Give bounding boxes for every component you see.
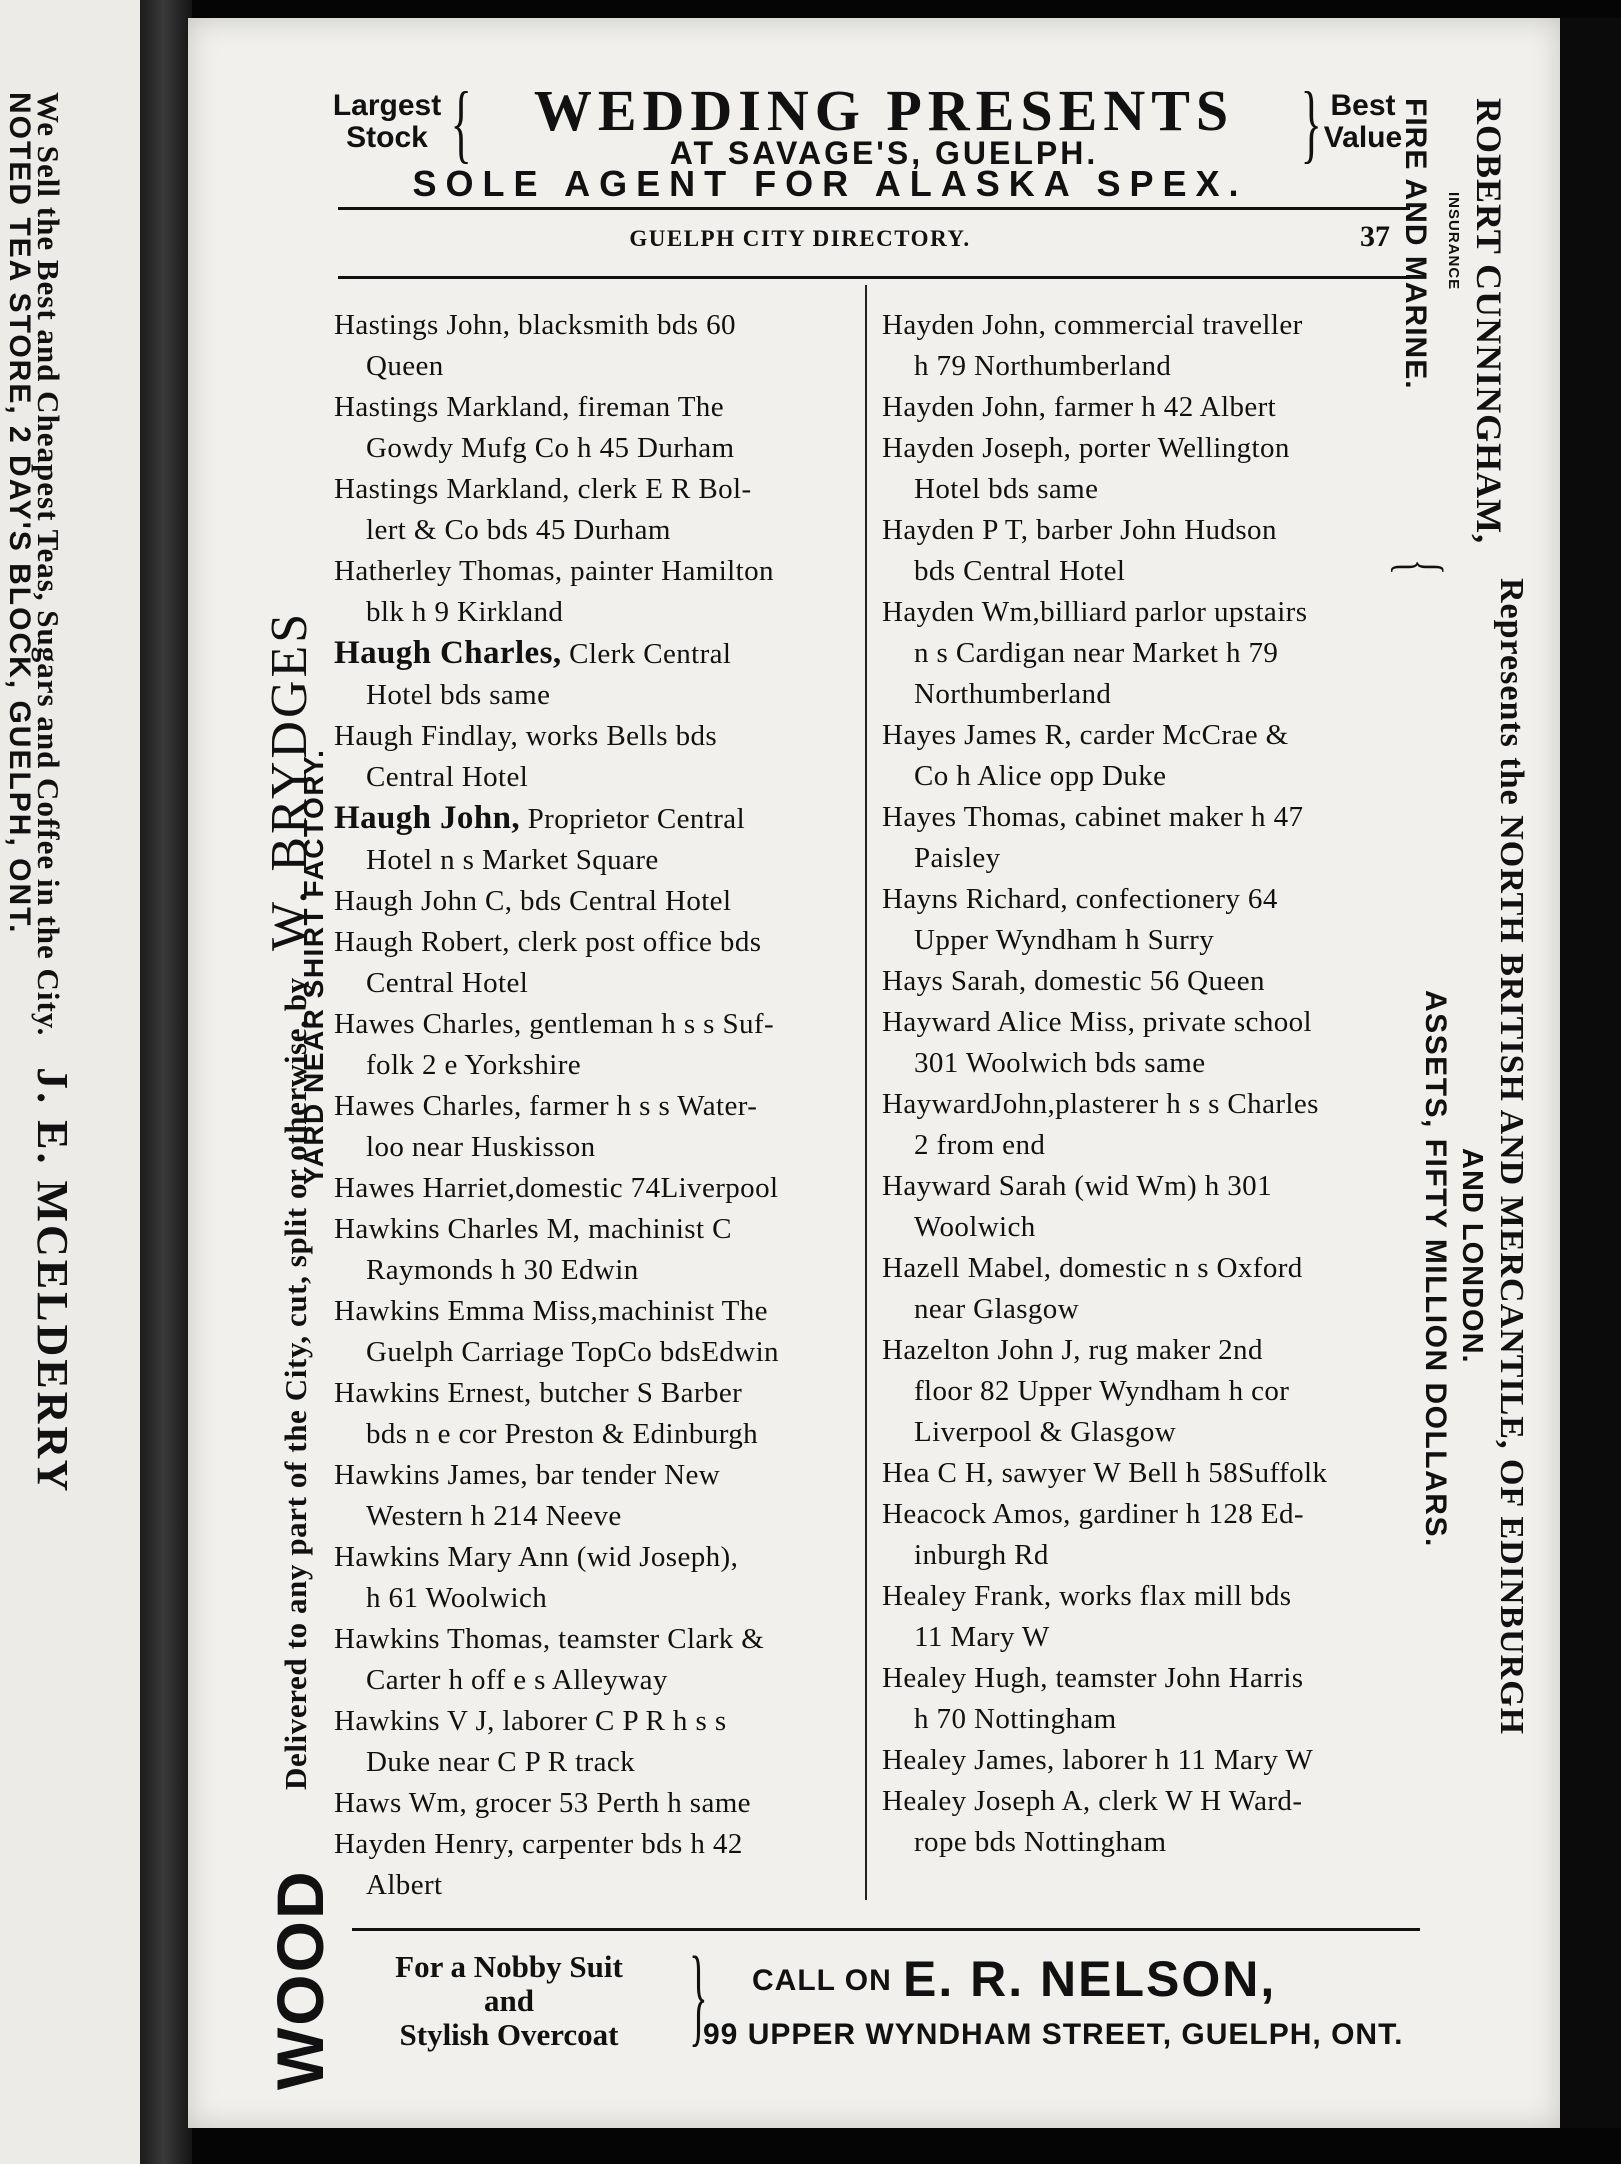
right-ad-london xyxy=(1455,1148,1488,1364)
entry-line1: Hawkins Thomas, teamster Clark & xyxy=(334,1623,765,1655)
entry-line1: Hayes James R, carder McCrae & xyxy=(882,719,1289,751)
right-ad-assets-text: ASSETS, FIFTY MILLION DOLLARS. xyxy=(1419,990,1452,1548)
entry-line2: 11 Mary W xyxy=(914,1621,1050,1653)
entry-line1: Hastings Markland, fireman The xyxy=(334,391,724,423)
right-ad-insurance xyxy=(1445,192,1462,290)
entry-line1: Hawkins Emma Miss,machinist The xyxy=(334,1295,768,1327)
bottom-ad-left1: For a Nobby Suit xyxy=(395,1949,623,1984)
wood-ad-sub-text: YARD NEAR SHIRT FACTORY. xyxy=(298,748,329,1185)
left-strip-text1: We Sell the Best and Cheapest Teas, Sugars and Coffee in the City. xyxy=(31,92,66,1037)
entry-line1: Hayes Thomas, cabinet maker h 47 xyxy=(882,801,1304,833)
directory-entry xyxy=(334,1168,869,1209)
left-strip-ad-line2 xyxy=(2,92,36,934)
bottom-ad-address: 99 UPPER WYNDHAM STREET, GUELPH, ONT. xyxy=(703,2018,1404,2051)
right-ad-london-text: AND LONDON. xyxy=(1456,1148,1488,1364)
top-ad-left-brace: { xyxy=(450,75,472,172)
top-ad-subtitle: AT SAVAGE'S, GUELPH. xyxy=(669,135,1099,171)
directory-entry xyxy=(882,1412,1422,1453)
entry-line2: Queen xyxy=(366,350,444,382)
entry-bold-name: Haugh John, xyxy=(334,800,520,836)
directory-entry xyxy=(334,1619,869,1701)
entry-line1: Hea C H, sawyer W Bell h 58Suffolk xyxy=(882,1457,1328,1489)
entry-line2: inburgh Rd xyxy=(914,1539,1049,1571)
entry-line2: n s Cardigan near Market h 79 xyxy=(914,637,1279,669)
top-ad-tagline: SOLE AGENT FOR ALASKA SPEX. xyxy=(412,163,1248,204)
directory-entry xyxy=(882,1084,1422,1166)
top-ad-right-bottom: Value xyxy=(1323,121,1403,154)
entry-line2: Hotel n s Market Square xyxy=(366,844,659,876)
directory-entry xyxy=(882,387,1422,428)
entry-line1: Clerk Central xyxy=(561,638,732,670)
wood-brand xyxy=(262,1869,338,2090)
directory-entry xyxy=(882,1576,1422,1658)
entry-line1: Hastings Markland, clerk E R Bol- xyxy=(334,473,752,505)
directory-entry xyxy=(882,797,1422,879)
entry-line2: bds Central Hotel xyxy=(914,555,1126,587)
entry-line1: Haws Wm, grocer 53 Perth h same xyxy=(334,1787,751,1819)
directory-entry xyxy=(882,592,1422,674)
entry-line1: Hayden Joseph, porter Wellington xyxy=(882,432,1290,464)
directory-entry xyxy=(334,1086,869,1168)
entry-line2: Raymonds h 30 Edwin xyxy=(366,1254,639,1286)
header-rule-bottom xyxy=(338,276,1410,279)
entry-line1: Healey Hugh, teamster John Harris xyxy=(882,1662,1304,1694)
directory-entry xyxy=(334,1455,869,1537)
entry-line1: Hayden P T, barber John Hudson xyxy=(882,514,1277,546)
entry-line2: rope bds Nottingham xyxy=(914,1826,1167,1858)
right-ad-fire-text: FIRE AND MARINE. xyxy=(1399,98,1432,390)
entry-line1: HaywardJohn,plasterer h s s Charles xyxy=(882,1088,1319,1120)
entry-line2: blk h 9 Kirkland xyxy=(366,596,564,628)
directory-entry xyxy=(882,1330,1422,1412)
directory-entry xyxy=(882,674,1422,715)
entry-line2: Guelph Carriage TopCo bdsEdwin xyxy=(366,1336,779,1368)
directory-entry xyxy=(334,1783,869,1824)
directory-entry xyxy=(334,387,869,469)
entry-line2: Carter h off e s Alleyway xyxy=(366,1664,668,1696)
directory-entry xyxy=(882,510,1422,592)
entry-line1: Liverpool & Glasgow xyxy=(914,1416,1177,1448)
bottom-ad-left2: and xyxy=(484,1983,534,2018)
entry-line2: bds n e cor Preston & Edinburgh xyxy=(366,1418,759,1450)
top-ad-right-brace: } xyxy=(1300,75,1322,172)
right-ad-represents xyxy=(1492,578,1530,1735)
entry-line2: h 79 Northumberland xyxy=(914,350,1172,382)
directory-entry xyxy=(882,1453,1422,1494)
top-ad-left xyxy=(332,90,442,154)
entry-bold-name: Haugh Charles, xyxy=(334,635,562,671)
directory-entry xyxy=(334,551,869,633)
entry-line2: h 61 Woolwich xyxy=(366,1582,548,1614)
entry-line1: Healey Joseph A, clerk W H Ward- xyxy=(882,1785,1303,1817)
right-column xyxy=(882,305,1422,1863)
directory-entry xyxy=(334,1209,869,1291)
entry-line1: Hawkins V J, laborer C P R h s s xyxy=(334,1705,727,1737)
page-number: 37 xyxy=(1360,220,1390,253)
directory-entry xyxy=(882,305,1422,387)
directory-entry xyxy=(334,1373,869,1455)
wood-ad-sub xyxy=(298,749,330,1185)
entry-line1: Northumberland xyxy=(914,678,1112,710)
entry-line2: Paisley xyxy=(914,842,1001,874)
entry-line2: Central Hotel xyxy=(366,761,529,793)
entry-line2: Albert xyxy=(366,1869,443,1901)
entry-line1: Hayden Wm,billiard parlor upstairs xyxy=(882,596,1308,628)
entry-line1-wrap xyxy=(334,798,869,840)
entry-line1: Hawes Charles, farmer h s s Water- xyxy=(334,1090,758,1122)
entry-line2: 2 from end xyxy=(914,1129,1046,1161)
directory-entry xyxy=(334,305,869,387)
entry-line1: Hazelton John J, rug maker 2nd xyxy=(882,1334,1263,1366)
entry-line1: Hawkins James, bar tender New xyxy=(334,1459,721,1491)
entry-line1: Haugh John C, bds Central Hotel xyxy=(334,885,732,917)
left-strip-name: J. E. MCELDERRY xyxy=(28,1067,77,1495)
bottom-ad-left3: Stylish Overcoat xyxy=(399,2017,619,2052)
wood-ad-desc: Delivered to any part of the City, cut, split or otherwise, by xyxy=(278,977,313,1790)
entry-line2: Western h 214 Neeve xyxy=(366,1500,622,1532)
entry-line1: Proprietor Central xyxy=(519,803,746,835)
top-ad-right-top: Best xyxy=(1330,89,1396,122)
entry-line2: Upper Wyndham h Surry xyxy=(914,924,1215,956)
entry-line2: 301 Woolwich bds same xyxy=(914,1047,1206,1079)
directory-entry xyxy=(882,1740,1422,1781)
scan-right-edge xyxy=(1560,18,1621,2128)
bottom-ad-name: E. R. NELSON, xyxy=(903,1951,1277,2007)
entry-line1: Hayward Sarah (wid Wm) h 301 xyxy=(882,1170,1272,1202)
entry-line2: Central Hotel xyxy=(366,967,529,999)
entry-line1: Heacock Amos, gardiner h 128 Ed- xyxy=(882,1498,1304,1530)
entry-line1: Hawkins Ernest, butcher S Barber xyxy=(334,1377,743,1409)
bottom-ad-brace: } xyxy=(689,1934,708,2056)
entry-line1: Hays Sarah, domestic 56 Queen xyxy=(882,965,1265,997)
entry-line2: loo near Huskisson xyxy=(366,1131,596,1163)
entry-line1: Hayden John, commercial traveller xyxy=(882,309,1303,341)
left-column xyxy=(334,305,869,1906)
directory-entry xyxy=(334,1291,869,1373)
directory-entry xyxy=(334,881,869,922)
entry-line2: floor 82 Upper Wyndham h cor xyxy=(914,1375,1290,1407)
directory-entry xyxy=(334,633,869,716)
entry-line2: Duke near C P R track xyxy=(366,1746,636,1778)
directory-entry xyxy=(882,1658,1422,1740)
directory-entry xyxy=(334,1004,869,1086)
entry-line1: Hayden John, farmer h 42 Albert xyxy=(882,391,1277,423)
directory-entry xyxy=(882,1494,1422,1576)
entry-line1: Hayns Richard, confectionery 64 xyxy=(882,883,1278,915)
footer-rule xyxy=(352,1928,1420,1931)
wood-brand-text: WOOD xyxy=(263,1869,337,2090)
book-gutter xyxy=(140,0,192,2164)
right-ad-name-text: ROBERT CUNNINGHAM, xyxy=(1469,98,1509,545)
entry-line1: Hatherley Thomas, painter Hamilton xyxy=(334,555,774,587)
entry-line1: Hazell Mabel, domestic n s Oxford xyxy=(882,1252,1303,1284)
entry-line1: Hawes Harriet,domestic 74Liverpool xyxy=(334,1172,779,1204)
directory-entry xyxy=(882,1002,1422,1084)
top-ad-title: WEDDING PRESENTS xyxy=(533,78,1235,143)
directory-entry xyxy=(334,469,869,551)
entry-line1: Hayden Henry, carpenter bds h 42 xyxy=(334,1828,743,1860)
entry-line1: Hastings John, blacksmith bds 60 xyxy=(334,309,736,341)
top-ad-left-top: Largest xyxy=(332,89,442,122)
right-ad-represents-text: Represents the NORTH BRITISH AND MERCANTILE, OF EDINBURGH xyxy=(1493,578,1530,1736)
bottom-ad-callon: CALL ON xyxy=(752,1964,892,1997)
entry-line2: h 70 Nottingham xyxy=(914,1703,1117,1735)
entry-line2: Hotel bds same xyxy=(366,679,551,711)
bottom-ad-left xyxy=(344,1950,674,2052)
right-ad-assets xyxy=(1418,990,1452,1548)
entry-line2: Co h Alice opp Duke xyxy=(914,760,1167,792)
right-ad-name xyxy=(1468,98,1510,544)
directory-entry xyxy=(882,715,1422,797)
directory-entry xyxy=(334,1824,869,1906)
entry-line2: Hotel bds same xyxy=(914,473,1099,505)
entry-line1: Haugh Robert, clerk post office bds xyxy=(334,926,762,958)
entry-line2: lert & Co bds 45 Durham xyxy=(366,514,671,546)
entry-line1: Hawkins Charles M, machinist C xyxy=(334,1213,732,1245)
directory-entry xyxy=(334,922,869,1004)
directory-entry xyxy=(334,1701,869,1783)
running-head-title: GUELPH CITY DIRECTORY. xyxy=(629,226,971,251)
entry-line2: Gowdy Mufg Co h 45 Durham xyxy=(366,432,735,464)
entry-line1: Hawkins Mary Ann (wid Joseph), xyxy=(334,1541,739,1573)
top-ad-left-bottom: Stock xyxy=(346,121,428,154)
directory-entry xyxy=(882,428,1422,510)
entry-line1: Hawes Charles, gentleman h s s Suf- xyxy=(334,1008,775,1040)
entry-line1: Healey James, laborer h 11 Mary W xyxy=(882,1744,1314,1776)
left-strip-text2: NOTED TEA STORE, 2 DAY'S BLOCK, GUELPH, ONT. xyxy=(3,92,36,935)
directory-entry xyxy=(882,1781,1422,1863)
right-ad-brace: { xyxy=(1385,559,1457,575)
directory-entry xyxy=(334,1537,869,1619)
header-rule-top xyxy=(338,207,1410,210)
entry-line2: Woolwich xyxy=(914,1211,1036,1243)
entry-line1: Haugh Findlay, works Bells bds xyxy=(334,720,718,752)
entry-line2: folk 2 e Yorkshire xyxy=(366,1049,582,1081)
right-ad-insurance-text: INSURANCE xyxy=(1445,192,1462,291)
directory-entry xyxy=(882,1248,1422,1330)
entry-line1: Healey Frank, works flax mill bds xyxy=(882,1580,1292,1612)
directory-entry xyxy=(334,798,869,881)
top-ad-right xyxy=(1318,90,1408,154)
entry-line2: near Glasgow xyxy=(914,1293,1080,1325)
entry-line1: Hayward Alice Miss, private school xyxy=(882,1006,1312,1038)
entry-line1-wrap xyxy=(334,633,869,675)
directory-entry xyxy=(882,1166,1422,1248)
directory-entry xyxy=(334,716,869,798)
directory-entry xyxy=(882,879,1422,961)
wood-ad-dealer: W. BRYDGES xyxy=(261,610,318,951)
directory-entry xyxy=(882,961,1422,1002)
